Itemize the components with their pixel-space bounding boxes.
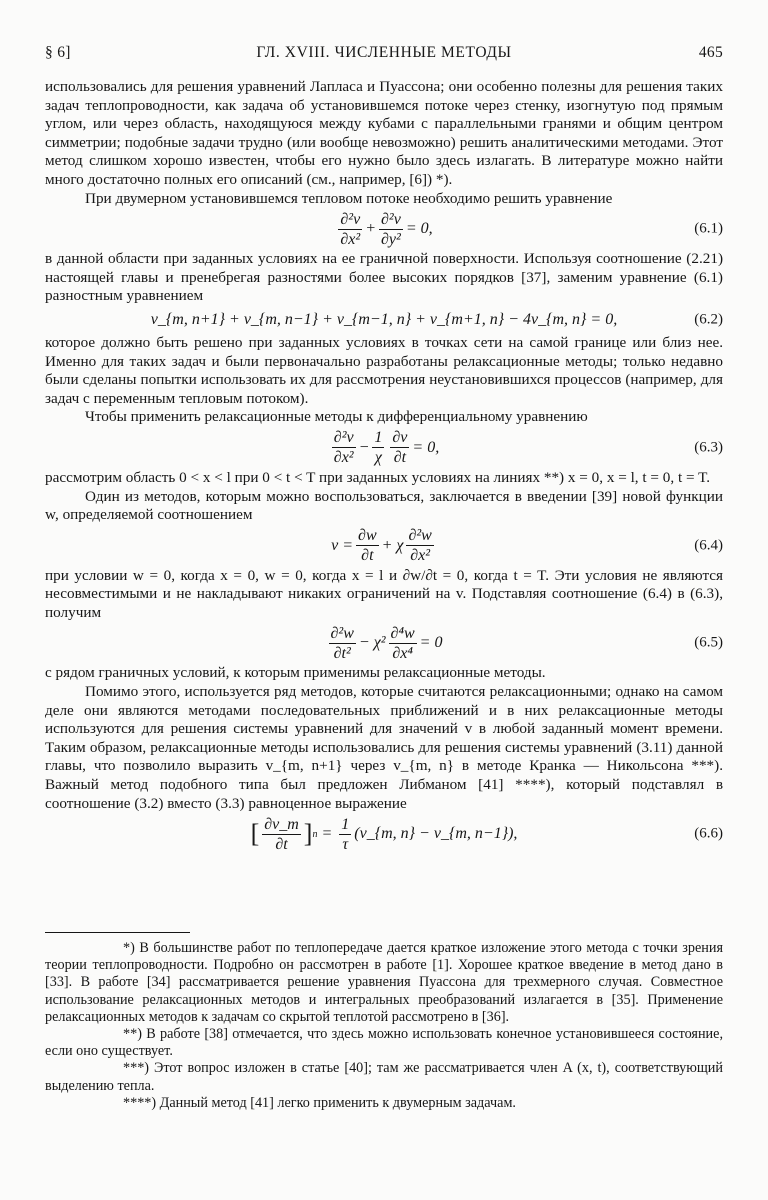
footnote-2: **) В работе [38] отмечается, что здесь можно использовать конечное установившееся состояние, если оно существует. — [45, 1026, 723, 1060]
equation-label: (6.2) — [694, 311, 723, 328]
fraction — [338, 211, 362, 248]
paragraph-4: которое должно быть решено при заданных условиях в точках сети на самой границе или близ нее. Именно для таких задач и были первоначально разработаны релаксационные методы; только недавно были сделаны попытки использовать их для рассмотрения неустановившихся процессов (например, для задач с переменным тепловым потоком). — [45, 333, 723, 407]
equals-sign: = — [321, 825, 333, 843]
denominator: ∂t — [275, 835, 288, 853]
equation-rhs: = 0, — [405, 220, 433, 238]
denominator: ∂t² — [333, 644, 351, 662]
equation-lhs: v = — [331, 536, 354, 554]
equation-rhs: = 0 — [419, 634, 443, 652]
plus-chi: + χ — [381, 536, 404, 554]
numerator: ∂²w — [330, 624, 354, 642]
numerator: 1 — [341, 815, 350, 833]
footnote-divider — [45, 932, 190, 933]
numerator: ∂⁴w — [390, 624, 415, 642]
paragraph-5: Чтобы применить релаксационные методы к дифференциальному уравнению — [85, 408, 588, 426]
fraction — [406, 527, 433, 564]
fraction — [356, 527, 379, 564]
equation-expression: v_{m, n+1} + v_{m, n−1} + v_{m−1, n} + v_{m+1, n} − 4v_{m, n} = 0, — [150, 310, 618, 328]
equation-rhs: = 0, — [412, 438, 440, 456]
denominator: ∂t — [361, 547, 374, 565]
paragraph-2: При двумерном установившемся тепловом потоке необходимо решить уравнение — [85, 189, 613, 207]
fraction — [332, 429, 356, 466]
minus-chi-squared: − χ² — [358, 634, 386, 652]
footnotes — [45, 940, 723, 1112]
paragraph-7: Один из методов, которым можно воспользоваться, заключается в введении [39] новой функции w, определяемой соотношением — [45, 487, 723, 524]
paragraph-10: Помимо этого, используется ряд методов, которые считаются релаксационными; однако на самом деле они являются методами последовательных приближений и в них релаксационные методы используются для решения системы уравнений для значений v в любой заданный момент времени. Таким образом, релаксационные методы использовались для решения системы уравнений (3.11) данной главы, что позволило выразить v_{m, n+1} через v_{m, n} в методе Кранка — Никольсона ***). Важный метод подобного типа был предложен Либманом [41] ****), который подставлял в соотношение (3.2) вместо (3.3) равноценное выражение — [45, 683, 723, 812]
fraction — [390, 429, 409, 466]
equation-label: (6.1) — [694, 220, 723, 237]
equation-rhs: (v_{m, n} − v_{m, n−1}), — [354, 825, 518, 843]
numerator: ∂w — [358, 527, 377, 545]
denominator: ∂x⁴ — [392, 644, 413, 662]
paragraph-6: рассмотрим область 0 < x < l при 0 < t < T при заданных условиях на линиях **) x = 0, x = l, t = 0, t = T. — [45, 468, 711, 486]
equation-6-5 — [45, 622, 723, 664]
denominator: ∂x² — [333, 449, 354, 467]
section-marker: § 6] — [45, 44, 71, 61]
fraction — [372, 429, 384, 466]
equation-6-3 — [45, 427, 723, 469]
plus-sign: + — [365, 220, 376, 238]
paragraph-9: с рядом граничных условий, к которым применимы релаксационные методы. — [45, 664, 546, 682]
paragraph-1: использовались для решения уравнений Лапласа и Пуассона; они особенно полезны для решения таких задач теплопроводности, как задача об установившемся потоке через стенку, изогнутую под прямым углом, или через область, находящуюся между кубами с параллельными гранями и общим центром симметрии; подобные задачи трудно (или вообще невозможно) решить аналитическими методами. Этот метод слишком хорошо известен, чтобы его нужно было здесь излагать. В литературе можно найти много достаточно полных его описаний (см., например, [6]) *). — [45, 78, 723, 188]
left-bracket: [ — [250, 819, 260, 849]
denominator: χ — [374, 449, 382, 467]
fraction — [262, 816, 301, 853]
paragraph-8: при условии w = 0, когда x = 0, w = 0, когда x = l и ∂w/∂t = 0, когда t = T. Эти условия не являются несовместимыми и не накладывают никаких ограничений на v. Подставляя соотношение (6.4) в (6.3), получим — [45, 566, 723, 621]
right-bracket: ] — [303, 819, 313, 849]
fraction — [329, 625, 356, 662]
fraction — [339, 816, 351, 853]
fraction — [389, 625, 417, 662]
equation-6-1 — [45, 208, 723, 250]
chapter-title: ГЛ. XVIII. ЧИСЛЕННЫЕ МЕТОДЫ — [256, 44, 512, 61]
equation-label: (6.4) — [694, 537, 723, 554]
fraction — [379, 211, 403, 248]
denominator: ∂x² — [340, 230, 361, 248]
bracket-subscript: n — [312, 828, 318, 840]
page-number: 465 — [698, 44, 723, 61]
numerator: 1 — [374, 429, 383, 447]
numerator: ∂²v — [381, 210, 401, 228]
equation-6-6 — [45, 813, 723, 855]
denominator: τ — [342, 835, 349, 853]
equation-6-4 — [45, 525, 723, 567]
footnote-4: ****) Данный метод [41] легко применить к двумерным задачам. — [123, 1094, 516, 1111]
equation-label: (6.6) — [694, 825, 723, 842]
equation-label: (6.3) — [694, 439, 723, 456]
denominator: ∂x² — [410, 547, 431, 565]
denominator: ∂y² — [381, 230, 401, 248]
equation-6-2 — [45, 306, 723, 334]
main-text — [45, 78, 723, 855]
numerator: ∂²v — [333, 429, 354, 447]
numerator: ∂²w — [408, 527, 432, 545]
numerator: ∂v_m — [264, 815, 299, 833]
paragraph-3: в данной области при заданных условиях на ее граничной поверхности. Используя соотношение (2.21) настоящей главы и пренебрегая разностями более высоких порядков [37], заменим уравнение (6.1) разностным уравнением — [45, 250, 723, 305]
numerator: ∂²v — [340, 210, 361, 228]
minus-sign: − — [358, 438, 370, 456]
footnote-3: ***) Этот вопрос изложен в статье [40]; там же рассматривается член A (x, t), соответствующий выделению тепла. — [45, 1060, 723, 1094]
footnote-1: *) В большинстве работ по теплопередаче дается краткое изложение этого метода с точки зрения теории теплопроводности. Подробно он рассмотрен в работе [1]. Хорошее краткое введение в метод дано в [33]. В работе [34] рассматривается решение уравнения Пуассона для трехмерного случая. Совместное использование релаксационных методов и интегральных преобразований излагается в [35]. Применение релаксационных методов к задачам со скрытой теплотой рассмотрено в [36]. — [45, 940, 723, 1025]
denominator: ∂t — [393, 449, 407, 467]
numerator: ∂v — [392, 429, 408, 447]
equation-label: (6.5) — [694, 634, 723, 651]
running-head — [45, 44, 723, 64]
